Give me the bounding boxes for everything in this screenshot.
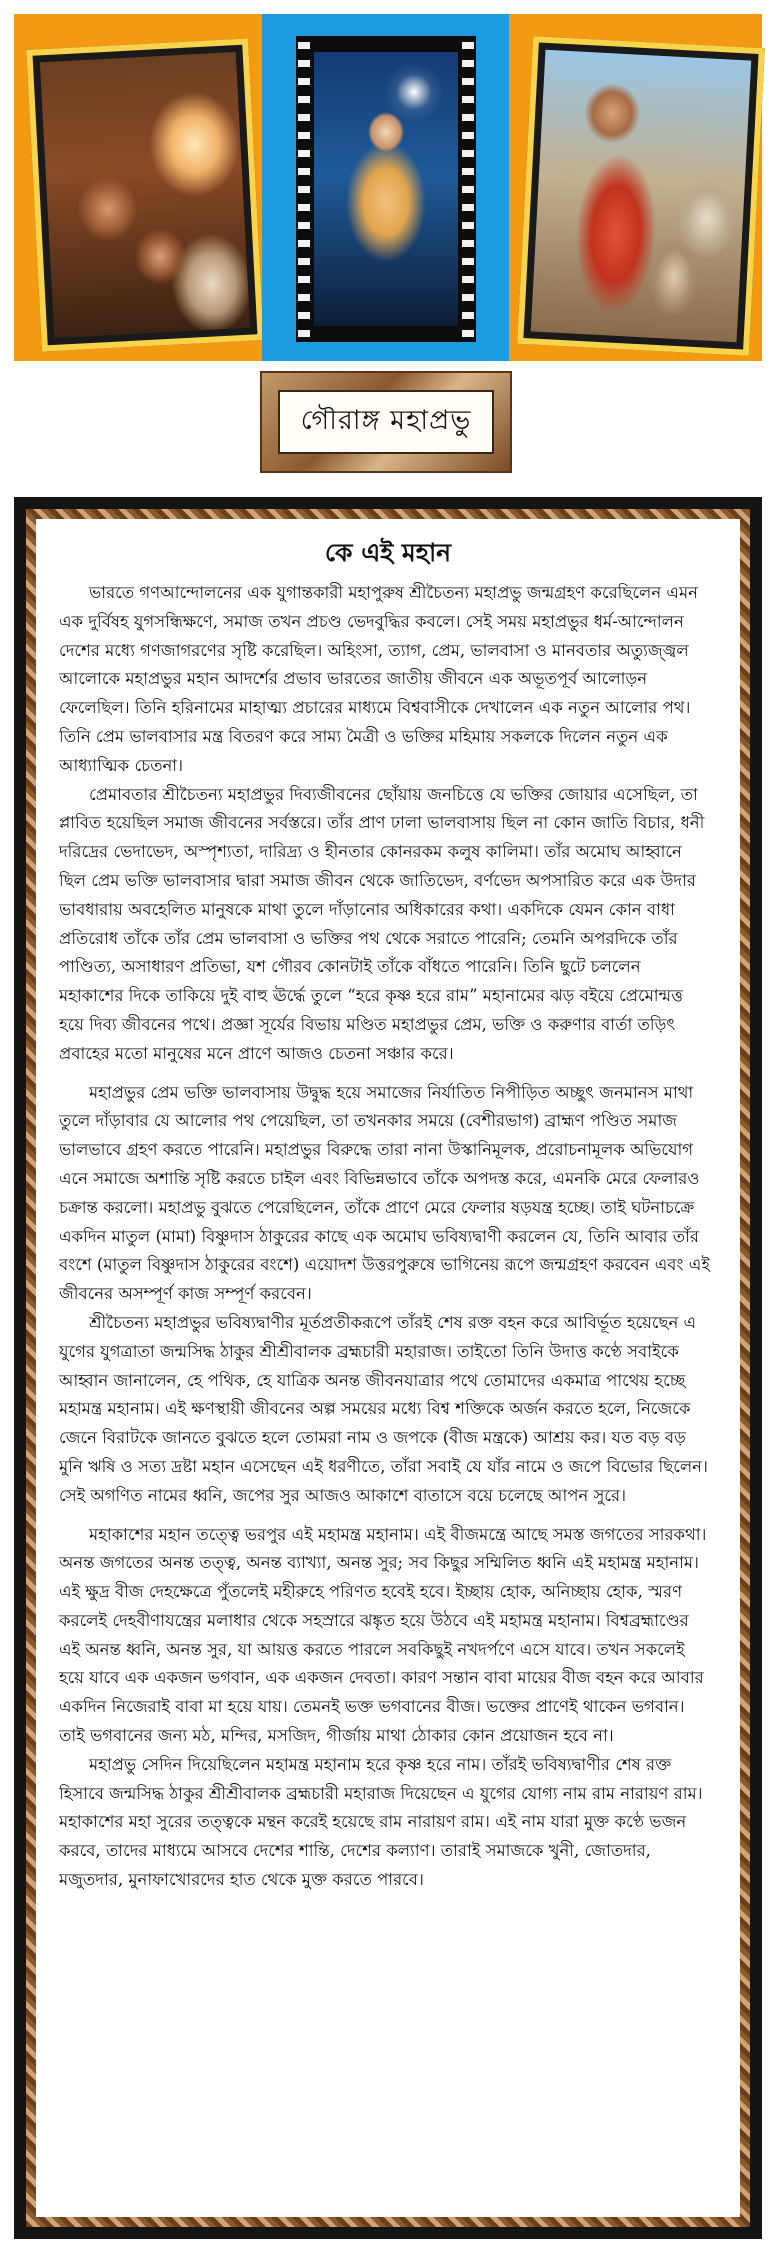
article-frame	[14, 497, 762, 2239]
banner-right-panel	[509, 14, 762, 361]
film-perforation-left	[298, 36, 310, 342]
article-paragraph: ভারতে গণআন্দোলনের এক যুগান্তকারী মহাপুরুষ শ্রীচৈতন্য মহাপ্রভু জন্মগ্রহণ করেছিলেন এমন এক দুর্বিষহ যুগসন্ধিক্ষণে, সমাজ তখন প্রচণ্ড ভেদবুদ্ধির কবলে। সেই সময় মহাপ্রভুর ধর্ম-আন্দোলন দেশের মধ্যে গণজাগরণের সৃষ্টি করেছিল। অহিংসা, ত্যাগ, প্রেম, ভালবাসা ও মানবতার অত্যুজ্জ্বল আলোকে মহাপ্রভুর মহান আদর্শের প্রভাব ভারতের জাতীয় জীবনে এক অভূতপূর্ব আলোড়ন ফেলেছিল। তিনি হরিনামের মাহাত্ম্য প্রচারের মাধ্যমে বিশ্ববাসীকে দেখালেন এক নতুন আলোর পথ। তিনি প্রেম ভালবাসার মন্ত্র বিতরণ করে সাম্য মৈত্রী ও ভক্তির মহিমায় সকলকে দিলেন নতুন এক আধ্যাত্মিক চেতনা।	[59, 583, 698, 775]
article-paragraph: মহাপ্রভুর প্রেম ভক্তি ভালবাসায় উদ্বুদ্ধ হয়ে সমাজের নির্যাতিত নিপীড়িত অচ্ছুৎ জনমানস মাথা তুলে দাঁড়াবার যে আলোর পথ পেয়েছিল, তা তখনকার সময়ে (বেশীরভাগ) ব্রাহ্মণ পণ্ডিত সমাজ ভালভাবে গ্রহণ করতে পারেনি। মহাপ্রভুর বিরুদ্ধে তারা নানা উস্কানিমূলক, প্ররোচনামূলক অভিযোগ এনে সমাজে অশান্তি সৃষ্টি করতে চাইল এবং বিভিন্নভাবে তাঁকে অপদস্ত করে, এমনকি মেরে ফেলারও চক্রান্ত করলো। মহাপ্রভু বুঝতে পেরেছিলেন, তাঁকে প্রাণে মেরে ফেলার ষড়যন্ত্র হচ্ছে। তাই ঘটনাচক্রে একদিন মাতুল (মামা) বিষ্ণুদাস ঠাকুরের কাছে এক অমোঘ ভবিষ্যদ্বাণী করলেন যে, তিনি আবার তাঁর বংশে (মাতুল বিষ্ণুদাস ঠাকুরের বংশে) এয়োদশ উত্তরপুরুষে ভাগিনেয় রূপে জন্মগ্রহণ করবেন এবং এই জীবনের অসম্পূর্ণ কাজ সম্পূর্ণ করবেন।	[59, 1082, 710, 1304]
banner-center-panel	[262, 14, 509, 361]
article-paragraph: শ্রীচৈতন্য মহাপ্রভুর ভবিষ্যদ্বাণীর মূর্তপ্রতীকরূপে তাঁরই শেষ রক্ত বহন করে আবির্ভূত হয়েছেন এ যুগের যুগত্রাতা জন্মসিদ্ধ ঠাকুর শ্রীশ্রীবালক ব্রহ্মচারী মহারাজ। তাইতো তিনি উদাত্ত কণ্ঠে সবাইকে আহ্বান জানালেন, হে পথিক, হে যাত্রিক অনন্ত জীবনযাত্রার পথে তোমাদের একমাত্র পাথেয় হচ্ছে মহামন্ত্র মহানাম। এই ক্ষণস্থায়ী জীবনের অল্প সময়ের মধ্যে বিশ্ব শক্তিকে অর্জন করতে হলে, নিজেকে জেনে বিরাটকে জানতে বুঝতে হলে তোমরা নাম ও জপকে (বীজ মন্ত্রকে) আশ্রয় কর। যত বড় বড় মুনি ঋষি ও সত্য দ্রষ্টা মহান এসেছেন এই ধরণীতে, তাঁরা সবাই যে যাঁর নামে ও জপে বিভোর ছিলেন। সেই অগণিত নামের ধ্বনি, জপের সুর আজও আকাশে বাতাসে বয়ে চলেছে আপন সুরে।	[59, 1312, 708, 1505]
article-paragraph: মহাপ্রভু সেদিন দিয়েছিলেন মহামন্ত্র মহানাম হরে কৃষ্ণ হরে নাম। তাঁরই ভবিষ্যদ্বাণীর শেষ রক্ত হিসাবে জন্মসিদ্ধ ঠাকুর শ্রীশ্রীবালক ব্রহ্মচারী মহারাজ দিয়েছেন এ যুগের যোগ্য নাম রাম নারায়ণ রাম। মহাকাশের মহা সুরের তত্ত্বকে মন্থন করেই হয়েছে রাম নারায়ণ রাম। এই নাম যারা মুক্ত কণ্ঠে ভজন করবে, তাদের মাধ্যমে আসবে দেশের শান্তি, দেশের কল্যাণ। তারাই সমাজকে খুনী, জোতদার, মজুতদার, মুনাফাখোরদের হাত থেকে মুক্ত করতে পারবে।	[59, 1754, 703, 1890]
top-banner	[14, 14, 762, 361]
title-plaque-inner	[278, 390, 494, 454]
film-perforation-right	[462, 36, 474, 342]
article-paper	[36, 519, 740, 2217]
article-body	[59, 579, 710, 1895]
title-plaque	[262, 373, 510, 471]
article-paragraph: মহাকাশের মহান তত্ত্বে ভরপুর এই মহামন্ত্র মহানাম। এই বীজমন্ত্রে আছে সমস্ত জগতের সারকথা। অনন্ত জগতের অনন্ত তত্ত্ব, অনন্ত ব্যাখ্যা, অনন্ত সুর; সব কিছুর সম্মিলিত ধ্বনি এই মহামন্ত্র মহানাম। এই ক্ষুদ্র বীজ দেহক্ষেত্রে পুঁতলেই মহীরুহে পরিণত হবেই হবে। ইচ্ছায় হোক, অনিচ্ছায় হোক, স্মরণ করলেই দেহবীণাযন্ত্রের মলাধার থেকে সহস্রারে ঝঙ্কৃত হয়ে উঠবে এই মহামন্ত্র মহানাম। বিশ্বব্রহ্মাণ্ডের এই অনন্ত ধ্বনি, অনন্ত সুর, যা আয়ত্ত করতে পারলে সবকিছুই নখদর্পণে এসে যাবে। তখন সকলেই হয়ে যাবে এক একজন ভগবান, এক একজন দেবতা। কারণ সন্তান বাবা মায়ের বীজ বহন করে আবার একদিন নিজেরাই বাবা মা হয়ে যায়। তেমনই ভক্ত ভগবানের বীজ। ভক্তের প্রাণেই থাকেন ভগবান। তাই ভগবানের জন্য মঠ, মন্দির, মসজিদ, গীর্জায় মাথা ঠোকার কোন প্রয়োজন হবে না।	[59, 1524, 707, 1746]
article-heading: কে এই মহান	[324, 538, 452, 567]
article-paragraph: প্রেমাবতার শ্রীচৈতন্য মহাপ্রভুর দিব্যজীবনের ছোঁয়ায় জনচিত্তে যে ভক্তির জোয়ার এসেছিল, তা প্লাবিত হয়েছিল সমাজ জীবনের সর্বস্তরে। তাঁর প্রাণ ঢালা ভালবাসায় ছিল না কোন জাতি বিচার, ধনী দরিদ্রের ভেদাভেদ, অস্পৃশ্যতা, দারিদ্র্য ও হীনতার কোনরকম কলুষ কালিমা। তাঁর অমোঘ আহ্বানে ছিল প্রেম ভক্তি ভালবাসার দ্বারা সমাজ জীবন থেকে জাতিভেদ, বর্ণভেদ অপসারিত করে এক উদার ভাবধারায় অবহেলিত মানুষকে মাথা তুলে দাঁড়ানোর অধিকারের কথা। একদিকে যেমন কোন বাধা প্রতিরোধ তাঁকে তাঁর প্রেম ভালবাসা ও ভক্তির পথ থেকে সরাতে পারেনি; তেমনি অপরদিকে তাঁর পাণ্ডিত্য, অসাধারণ প্রতিভা, যশ গৌরব কোনটাই তাঁকে বাঁধতে পারেনি। তিনি ছুটে চললেন মহাকাশের দিকে তাকিয়ে দুই বাহু ঊর্দ্ধে তুলে “হরে কৃষ্ণ হরে রাম” মহানামের ঝড় বইয়ে প্রেমোন্মত্ত হয়ে দিব্য জীবনের পথে। প্রজ্ঞা সূর্যের বিভায় মণ্ডিত মহাপ্রভুর প্রেম, ভক্তি ও করুণার বার্তা তড়িৎ প্রবাহের মতো মানুষের মনে প্রাণে আজও চেতনা সঞ্চার করে।	[59, 784, 705, 1063]
procession-scene-image	[517, 36, 765, 356]
page-title: গৌরাঙ্গ মহাপ্রভু	[300, 404, 472, 436]
banner-left-panel	[14, 14, 262, 361]
film-strip-deity-image	[296, 36, 476, 342]
devotees-scene-image	[26, 38, 264, 351]
